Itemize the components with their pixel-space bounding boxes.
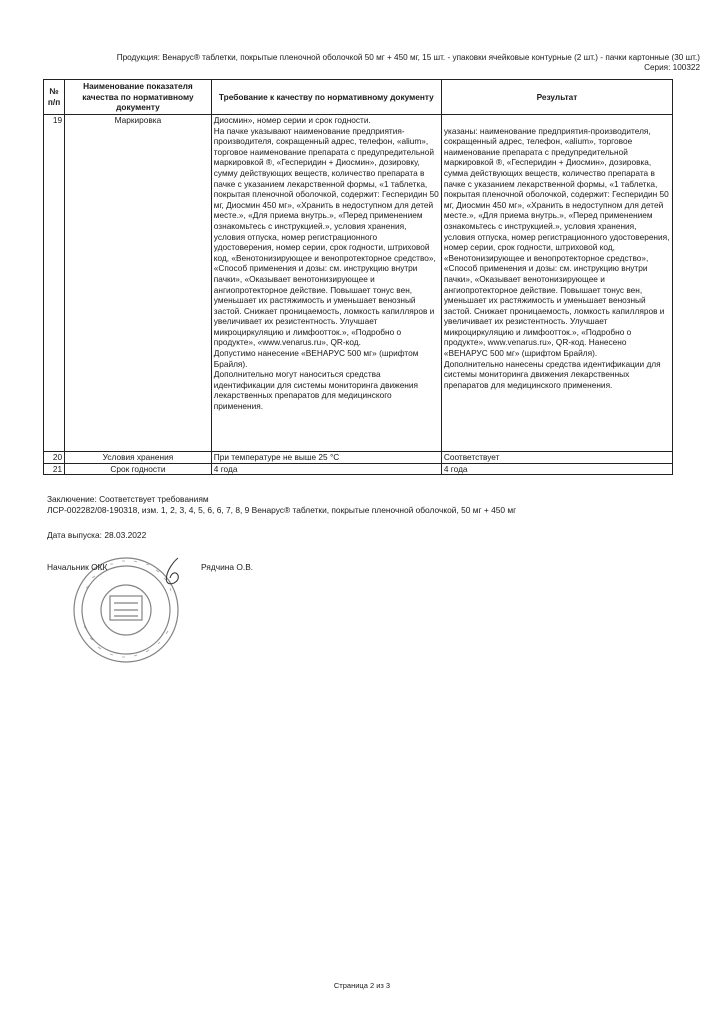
conclusion-line: Заключение: Соответствует требованиям [47,494,209,504]
table-row [44,452,673,464]
header-num: № п/п [44,80,65,115]
signature-name: Рядчина О.В. [201,562,254,572]
header-result: Результат [441,80,672,115]
row-requirement: 4 года [211,463,441,475]
row-num: 19 [44,115,65,452]
row-indicator: Условия хранения [65,452,212,464]
conclusion [47,494,516,516]
table-row [44,115,673,452]
row-requirement: При температуре не выше 25 °С [211,452,441,464]
release-date: Дата выпуска: 28.03.2022 [47,530,147,540]
row-requirement: Диосмин», номер серии и срок годности. На пачке указывают наименование предприятия-производителя, сокращенный адрес, телефон, «alium», торговое наименование препарата с предупредительной маркировкой ®, «Гесперидин + Диосмин», дозировку, сумму действующих веществ, количество препарата в пачке с указанием лекарственной формы, «1 таблетка, покрытая пленочной оболочкой, содержит: Гесперидин 50 мг, Диосмин 450 мг», «Хранить в недоступном для детей месте.», «Для приема внутрь.», «Перед применением ознакомьтесь с инструкцией.», условия хранения, условия отпуска, номер регистрационного удостоверения, номер серии, срок годности, штриховой код, «Венотонизирующее и венопротекторное средство», «Способ применения и дозы: см. инструкцию внутри пачки», «Оказывает венотонизирующее и ангиопротекторное действие. Повышает тонус вен, уменьшает их растяжимость и уменьшает венозный застой. Снижает проницаемость, ломкость капилляров и увеличивает их резистентность. Улучшает микроциркуляцию и лимфоотток.», «Подробно о продукте», «www.venarus.ru», QR-код. Допустимо нанесение «ВЕНАРУС 500 мг» (шрифтом Брайля). Дополнительно могут наноситься средства идентификации для системы мониторинга движения лекарственных препаратов для медицинского применения. [211,115,441,452]
header-indicator: Наименование показателя качества по нормативному документу [65,80,212,115]
row-num: 21 [44,463,65,475]
row-result: указаны: наименование предприятия-производителя, сокращенный адрес, телефон, «alium», торговое наименование препарата с предупредительной маркировкой ®, «Гесперидин + Диосмин», дозировка, сумма действующих веществ, количество препарата в пачке с указанием лекарственной формы, «1 таблетка, покрытая пленочной оболочкой, содержит: Гесперидин 50 мг, Диосмин 450 мг», «Хранить в недоступном для детей месте.», «Для приема внутрь.», «Перед применением ознакомьтесь с инструкцией.», условия хранения, условия отпуска, номер регистрационного удостоверения, номер серии, срок годности, штриховой код, «Венотонизирующее и венопротекторное средство», «Способ применения и дозы: см. инструкцию внутри пачки», «Оказывает венотонизирующее и ангиопротекторное действие. Повышает тонус вен, уменьшает их растяжимость и уменьшает венозный застой. Снижает проницаемость, ломкость капилляров и увеличивает их резистентность. Улучшает микроциркуляцию и лимфоотток.», «Подробно о продукте», www.venarus.ru», QR-код. Нанесено «ВЕНАРУС 500 мг» (шрифтом Брайля). Дополнительно нанесены средства идентификации для системы мониторинга движения лекарственных препаратов для медицинского применения. [441,115,672,452]
product-line: Продукция: Венарус® таблетки, покрытые пленочной оболочкой 50 мг + 450 мг, 15 шт. - упаковки ячейковые контурные (2 шт.) - пачки картонные (30 шт.) [116,53,700,62]
row-result: Соответствует [441,452,672,464]
signature-label: Начальник ОКК [47,562,108,572]
page-footer: Страница 2 из 3 [333,981,391,990]
table-row [44,463,673,475]
series-line: Серия: 100322 [644,63,700,72]
row-indicator: Маркировка [65,115,212,452]
row-result: 4 года [441,463,672,475]
header-requirement: Требование к качеству по нормативному документу [211,80,441,115]
quality-table [43,79,673,475]
row-indicator: Срок годности [65,463,212,475]
row-num: 20 [44,452,65,464]
conclusion-reg-line: ЛСР-002282/08-190318, изм. 1, 2, 3, 4, 5, 6, 6, 7, 8, 9 Венарус® таблетки, покрытые пленочной оболочкой, 50 мг + 450 мг [47,505,517,515]
table-header-row [44,80,673,115]
